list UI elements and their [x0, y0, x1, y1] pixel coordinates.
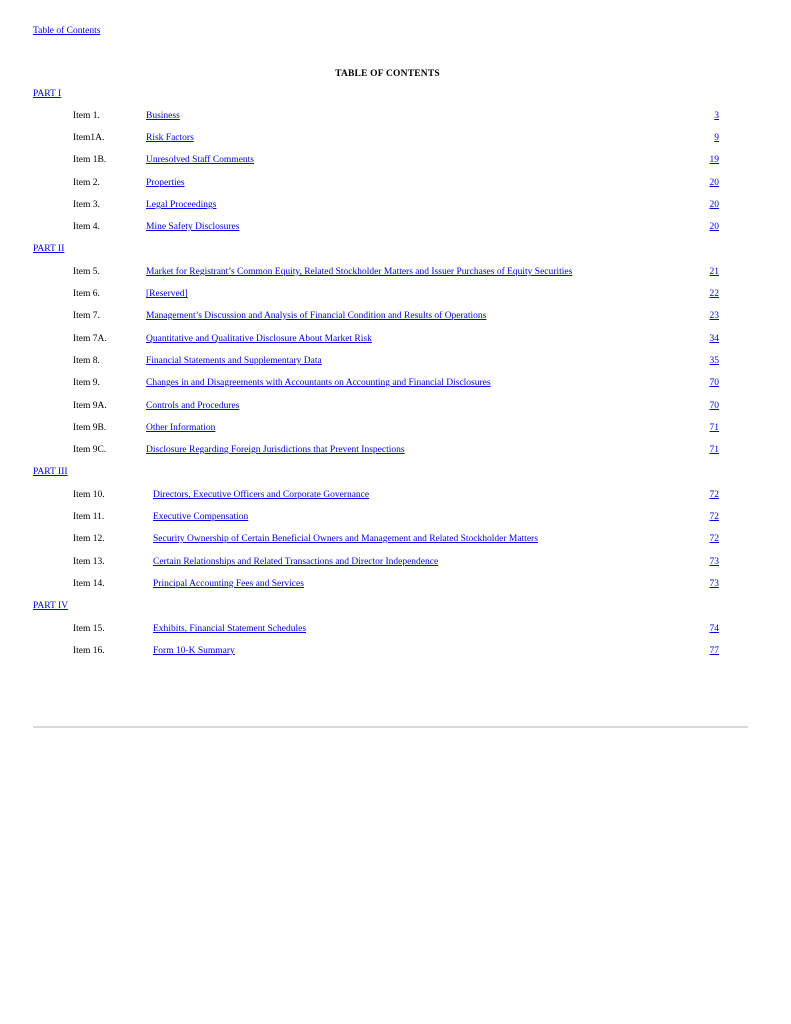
item-title-link[interactable]: Business — [146, 111, 180, 121]
item-number: Item 9C. — [73, 445, 107, 455]
item-title-link[interactable]: Management’s Discussion and Analysis of Financial Condition and Results of Operations — [146, 311, 487, 321]
item-page-link[interactable]: 73 — [709, 579, 719, 589]
item-number: Item 3. — [73, 200, 100, 210]
item-page-link[interactable]: 72 — [709, 512, 719, 522]
item-title-link[interactable]: Unresolved Staff Comments — [146, 155, 255, 165]
toc-row — [0, 532, 791, 546]
item-number: Item 13. — [73, 557, 105, 567]
item-page-link[interactable]: 70 — [709, 401, 719, 411]
item-number: Item 8. — [73, 356, 100, 366]
toc-row — [0, 198, 791, 212]
toc-row — [0, 265, 791, 279]
item-page-link[interactable]: 73 — [709, 557, 719, 567]
toc-row — [0, 510, 791, 524]
item-page-link[interactable]: 22 — [709, 289, 719, 299]
page-divider — [33, 726, 748, 728]
item-page-link[interactable]: 9 — [714, 133, 719, 143]
item-number: Item1A. — [73, 133, 105, 143]
toc-row — [0, 488, 791, 502]
item-page-link[interactable]: 72 — [709, 490, 719, 500]
toc-row — [0, 332, 791, 346]
item-title-link[interactable]: Properties — [146, 178, 185, 188]
item-page-link[interactable]: 74 — [709, 624, 719, 634]
item-title-link[interactable]: Principal Accounting Fees and Services — [153, 579, 304, 589]
item-number: Item 7. — [73, 311, 100, 321]
item-title-link[interactable]: Risk Factors — [146, 133, 194, 143]
item-title-link[interactable]: Executive Compensation — [153, 512, 249, 522]
item-page-link[interactable]: 72 — [709, 534, 719, 544]
toc-row — [0, 443, 791, 457]
item-page-link[interactable]: 20 — [709, 222, 719, 232]
toc-row — [0, 354, 791, 368]
item-number: Item 4. — [73, 222, 100, 232]
item-number: Item 9. — [73, 378, 100, 388]
item-page-link[interactable]: 70 — [709, 378, 719, 388]
item-title-link[interactable]: Directors, Executive Officers and Corporate Governance — [153, 490, 370, 500]
toc-row — [0, 577, 791, 591]
toc-row — [0, 109, 791, 123]
part-heading-2[interactable]: PART II — [33, 244, 65, 254]
item-title-link[interactable]: Market for Registrant’s Common Equity, Related Stockholder Matters and Issuer Purchases of Equity Securities — [146, 267, 573, 277]
item-title-link[interactable]: Quantitative and Qualitative Disclosure About Market Risk — [146, 334, 372, 344]
toc-row — [0, 220, 791, 234]
item-title-link[interactable]: Disclosure Regarding Foreign Jurisdictions that Prevent Inspections — [146, 445, 405, 455]
item-number: Item 11. — [73, 512, 105, 522]
item-number: Item 6. — [73, 289, 100, 299]
item-title-link[interactable]: Mine Safety Disclosures — [146, 222, 240, 232]
toc-row — [0, 376, 791, 390]
item-number: Item 1. — [73, 111, 100, 121]
item-number: Item 12. — [73, 534, 105, 544]
toc-row — [0, 287, 791, 301]
item-number: Item 15. — [73, 624, 105, 634]
toc-row — [0, 176, 791, 190]
item-title-link[interactable]: Financial Statements and Supplementary Data — [146, 356, 322, 366]
item-title-link[interactable]: Exhibits, Financial Statement Schedules — [153, 624, 307, 634]
item-title-link[interactable]: Other Information — [146, 423, 216, 433]
item-page-link[interactable]: 23 — [709, 311, 719, 321]
item-title-link[interactable]: Controls and Procedures — [146, 401, 240, 411]
toc-row — [0, 622, 791, 636]
toc-row — [0, 309, 791, 323]
item-title-link[interactable]: Changes in and Disagreements with Accountants on Accounting and Financial Disclosures — [146, 378, 491, 388]
item-title-link[interactable]: Security Ownership of Certain Beneficial Owners and Management and Related Stockholder Matters — [153, 534, 538, 544]
item-page-link[interactable]: 34 — [709, 334, 719, 344]
item-number: Item 16. — [73, 646, 105, 656]
item-number: Item 2. — [73, 178, 100, 188]
part-heading-4[interactable]: PART IV — [33, 601, 69, 611]
item-title-link[interactable]: Certain Relationships and Related Transactions and Director Independence — [153, 557, 439, 567]
item-page-link[interactable]: 19 — [709, 155, 719, 165]
item-number: Item 10. — [73, 490, 105, 500]
part-heading-3[interactable]: PART III — [33, 467, 68, 477]
toc-row — [0, 131, 791, 145]
item-number: Item 14. — [73, 579, 105, 589]
item-number: Item 5. — [73, 267, 100, 277]
item-number: Item 9B. — [73, 423, 107, 433]
item-title-link[interactable]: [Reserved] — [146, 289, 188, 299]
toc-row — [0, 399, 791, 413]
item-page-link[interactable]: 71 — [709, 445, 719, 455]
item-page-link[interactable]: 21 — [709, 267, 719, 277]
item-number: Item 9A. — [73, 401, 107, 411]
item-page-link[interactable]: 20 — [709, 200, 719, 210]
item-page-link[interactable]: 77 — [709, 646, 719, 656]
toc-row — [0, 421, 791, 435]
item-page-link[interactable]: 35 — [709, 356, 719, 366]
table-of-contents-link[interactable]: Table of Contents — [33, 26, 101, 36]
item-page-link[interactable]: 20 — [709, 178, 719, 188]
page-title: TABLE OF CONTENTS — [335, 69, 440, 79]
item-page-link[interactable]: 3 — [714, 111, 719, 121]
item-page-link[interactable]: 71 — [709, 423, 719, 433]
part-heading-1[interactable]: PART I — [33, 89, 62, 99]
item-number: Item 7A. — [73, 334, 107, 344]
toc-row — [0, 153, 791, 167]
item-title-link[interactable]: Legal Proceedings — [146, 200, 217, 210]
item-number: Item 1B. — [73, 155, 107, 165]
toc-row — [0, 555, 791, 569]
toc-row — [0, 644, 791, 658]
item-title-link[interactable]: Form 10-K Summary — [153, 646, 235, 656]
